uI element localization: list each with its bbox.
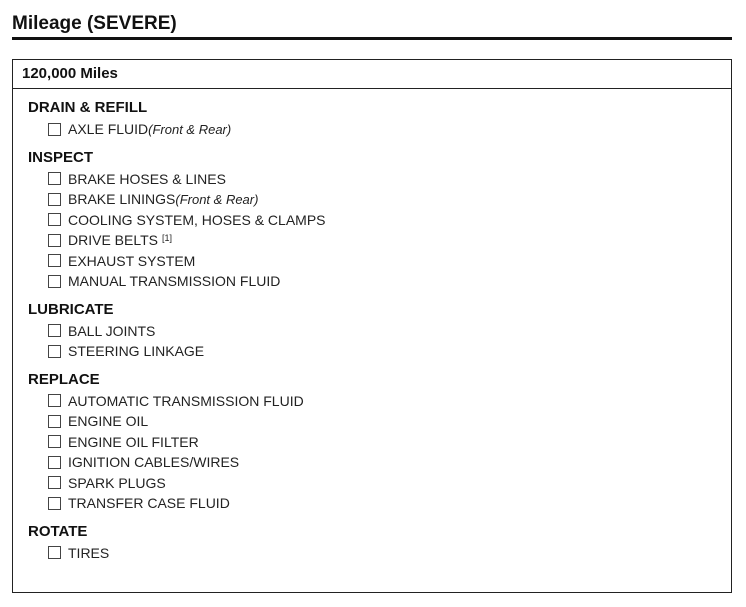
section-title: ROTATE (28, 522, 88, 540)
checklist-item[interactable] (28, 452, 731, 473)
checklist-item[interactable] (28, 119, 731, 140)
item-label: AXLE FLUID (68, 121, 149, 138)
checklist-item[interactable] (28, 189, 731, 210)
checkbox[interactable] (48, 193, 61, 206)
checklist-item[interactable] (28, 321, 731, 342)
item-label: EXHAUST SYSTEM (68, 252, 196, 269)
checklist-item[interactable] (28, 169, 731, 190)
checkbox[interactable] (48, 254, 61, 267)
checklist-item[interactable] (28, 271, 731, 292)
item-label: SPARK PLUGS (68, 474, 166, 491)
checklist-item[interactable] (28, 210, 731, 231)
footnote-ref[interactable]: [1] (162, 233, 173, 244)
checkbox[interactable] (48, 435, 61, 448)
section-inspect (28, 149, 731, 292)
item-label: BRAKE HOSES & LINES (68, 170, 226, 187)
item-label: BRAKE LININGS (68, 191, 176, 208)
mileage-panel (12, 59, 732, 593)
checkbox[interactable] (48, 476, 61, 489)
checklist-item[interactable] (28, 391, 731, 412)
checkbox[interactable] (48, 345, 61, 358)
item-label: ENGINE OIL (68, 413, 149, 430)
item-label: DRIVE BELTS (68, 232, 158, 249)
section-title: LUBRICATE (28, 300, 114, 318)
section-title: INSPECT (28, 148, 94, 166)
section-drain-refill (28, 99, 731, 140)
panel-body (13, 89, 731, 563)
item-label: TIRES (68, 544, 110, 561)
checkbox[interactable] (48, 546, 61, 559)
title-divider (12, 37, 732, 40)
item-label: IGNITION CABLES/WIRES (68, 454, 240, 471)
checklist-item[interactable] (28, 473, 731, 494)
item-label: STEERING LINKAGE (68, 343, 205, 360)
checkbox[interactable] (48, 275, 61, 288)
checklist-item[interactable] (28, 493, 731, 514)
item-label: TRANSFER CASE FLUID (68, 495, 230, 512)
item-label: BALL JOINTS (68, 322, 156, 339)
checkbox[interactable] (48, 497, 61, 510)
checklist-item[interactable] (28, 230, 731, 251)
item-label: COOLING SYSTEM, HOSES & CLAMPS (68, 211, 326, 228)
section-title: DRAIN & REFILL (28, 99, 148, 116)
checkbox[interactable] (48, 415, 61, 428)
checkbox[interactable] (48, 234, 61, 247)
item-note: (Front & Rear) (148, 121, 232, 137)
checkbox[interactable] (48, 172, 61, 185)
checkbox[interactable] (48, 123, 61, 136)
checkbox[interactable] (48, 456, 61, 469)
checklist-item[interactable] (28, 543, 731, 564)
checklist-item[interactable] (28, 432, 731, 453)
checkbox[interactable] (48, 324, 61, 337)
checkbox[interactable] (48, 213, 61, 226)
checklist-item[interactable] (28, 251, 731, 272)
item-label: ENGINE OIL FILTER (68, 433, 199, 450)
item-label: MANUAL TRANSMISSION FLUID (68, 273, 281, 290)
page-title: Mileage (SEVERE) (12, 13, 177, 34)
section-lubricate (28, 301, 731, 362)
section-title: REPLACE (28, 370, 100, 388)
checkbox[interactable] (48, 394, 61, 407)
section-rotate (28, 523, 731, 564)
item-note: (Front & Rear) (175, 191, 259, 207)
checklist-item[interactable] (28, 341, 731, 362)
panel-header: 120,000 Miles (13, 60, 731, 89)
section-replace (28, 371, 731, 514)
item-label: AUTOMATIC TRANSMISSION FLUID (68, 392, 304, 409)
checklist-item[interactable] (28, 411, 731, 432)
